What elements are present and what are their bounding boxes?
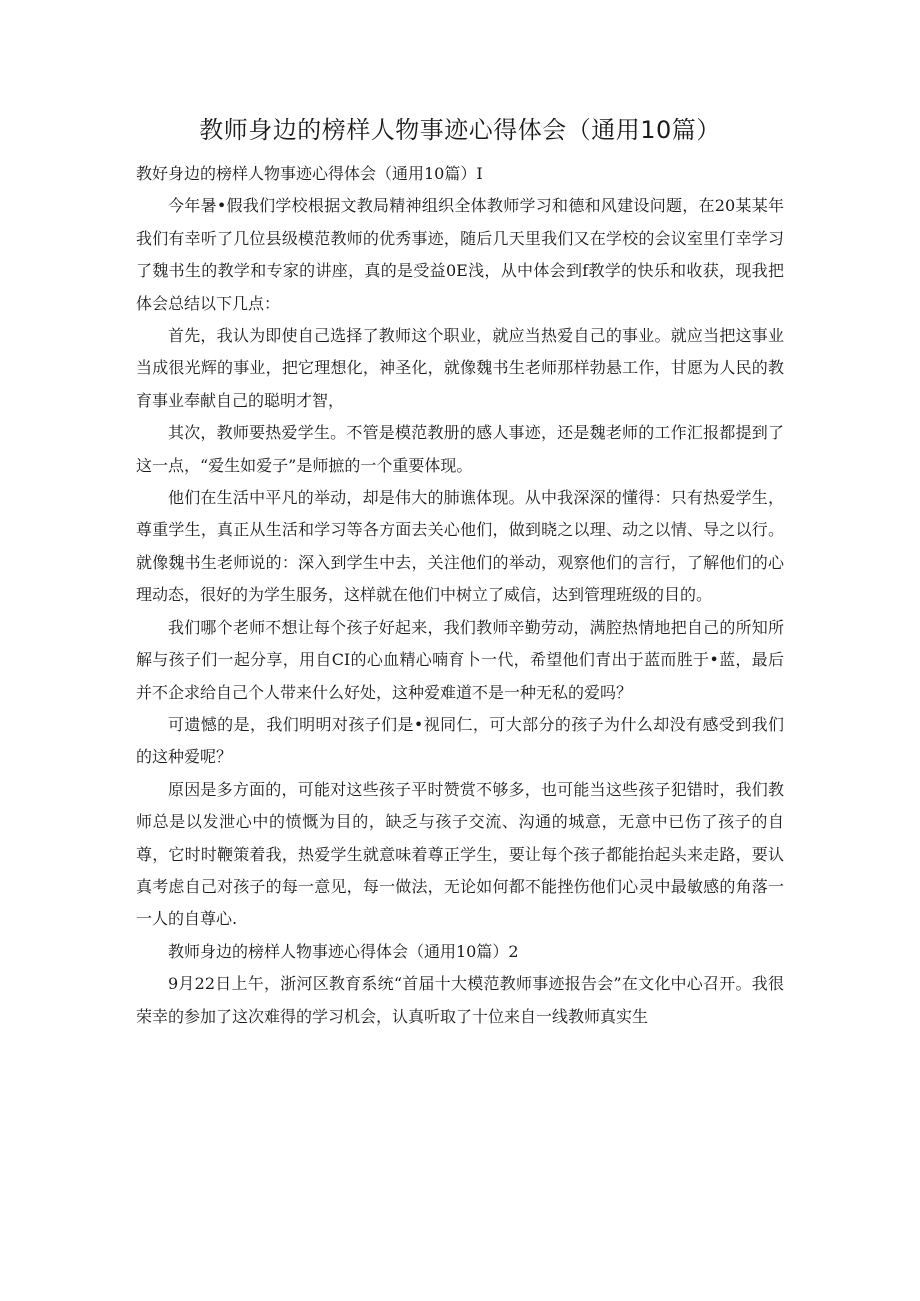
paragraph: 其次，教师要热爱学生。不管是模范教册的感人事迹，还是魏老师的工作汇报都提到了这一点，“爱生如爱子”是师摭的一个重要体现。 xyxy=(136,423,784,475)
document-body xyxy=(136,158,784,1033)
paragraph: 原因是多方面的，可能对这些孩子平时赞赏不够多，也可能当这些孩子犯错时，我们教师总是以发泄心中的愤慨为目的，缺乏与孩子交流、沟通的城意，无意中已伤了孩子的自尊，它时时鞭策着我，热爱学生就意味着尊正学生，要让每个孩子都能抬起头来走路，要认真考虑自己对孩子的每一意见，每一做法，无论如何都不能挫伤他们心灵中最敏感的角落一一人的自尊心. xyxy=(136,779,784,929)
paragraph: 我们哪个老师不想让每个孩子好起来，我们教师辛勤劳动，满腔热情地把自己的所知所解与孩子们一起分享，用自CI的心血精心喃育卜一代，希望他们青出于蓝而胜于•蓝，最后并不企求给自己个人带来什么好处，这种爱难道不是一种无私的爱吗？ xyxy=(136,617,784,702)
paragraph: 9月22日上午，浙河区教育系统“首届十大模范教师事迹报告会”在文化中心召开。我很荣幸的参加了这次难得的学习机会，认真听取了十位来自一线教师真实生 xyxy=(136,974,784,1026)
paragraph: 首先，我认为即使自己选择了教师这个职业，就应当热爱自己的事业。就应当把这事业当成很光辉的事业，把它理想化，神圣化，就像魏书生老师那样勃悬工作，甘愿为人民的教育事业奉献自己的聪明才智， xyxy=(136,326,784,410)
section-heading-2: 教师身边的榜样人物事迹心得体会（通用10篇）2 xyxy=(168,941,519,961)
paragraph: 他们在生活中平凡的举动，却是伟大的肺谯体现。从中我深深的懂得：只有热爱学生，尊重学生，真正从生活和学习等各方面去关心他们，做到晓之以理、动之以情、导之以行。就像魏书生老师说的：深入到学生中去，关注他们的举动，观察他们的言行，了解他们的心理动态，很好的为学生服务，这样就在他们中树立了威信，达到管理班级的目的。 xyxy=(136,488,784,605)
document-title: 教师身边的榜样人物事迹心得体会（通用10篇） xyxy=(199,116,721,144)
paragraph: 今年暑•假我们学校根据文教局精神组织全体教师学习和德和风建设问题，在20某某年我们有幸听了几位县级模范教师的优秀事迹，随后几天里我们又在学校的会议室里仃幸学习了魏书生的教学和专家的讲座，真的是受益0E浅，从中体会到f教学的快乐和收获，现我把体会总结以下几点： xyxy=(136,196,784,313)
paragraph: 可遗憾的是，我们明明对孩子们是•视同仁，可大部分的孩子为什么却没有感受到我们的这种爱呢？ xyxy=(136,714,784,767)
section-heading-1: 教好身边的榜样人物事迹心得体会（通用10篇）I xyxy=(136,164,483,183)
